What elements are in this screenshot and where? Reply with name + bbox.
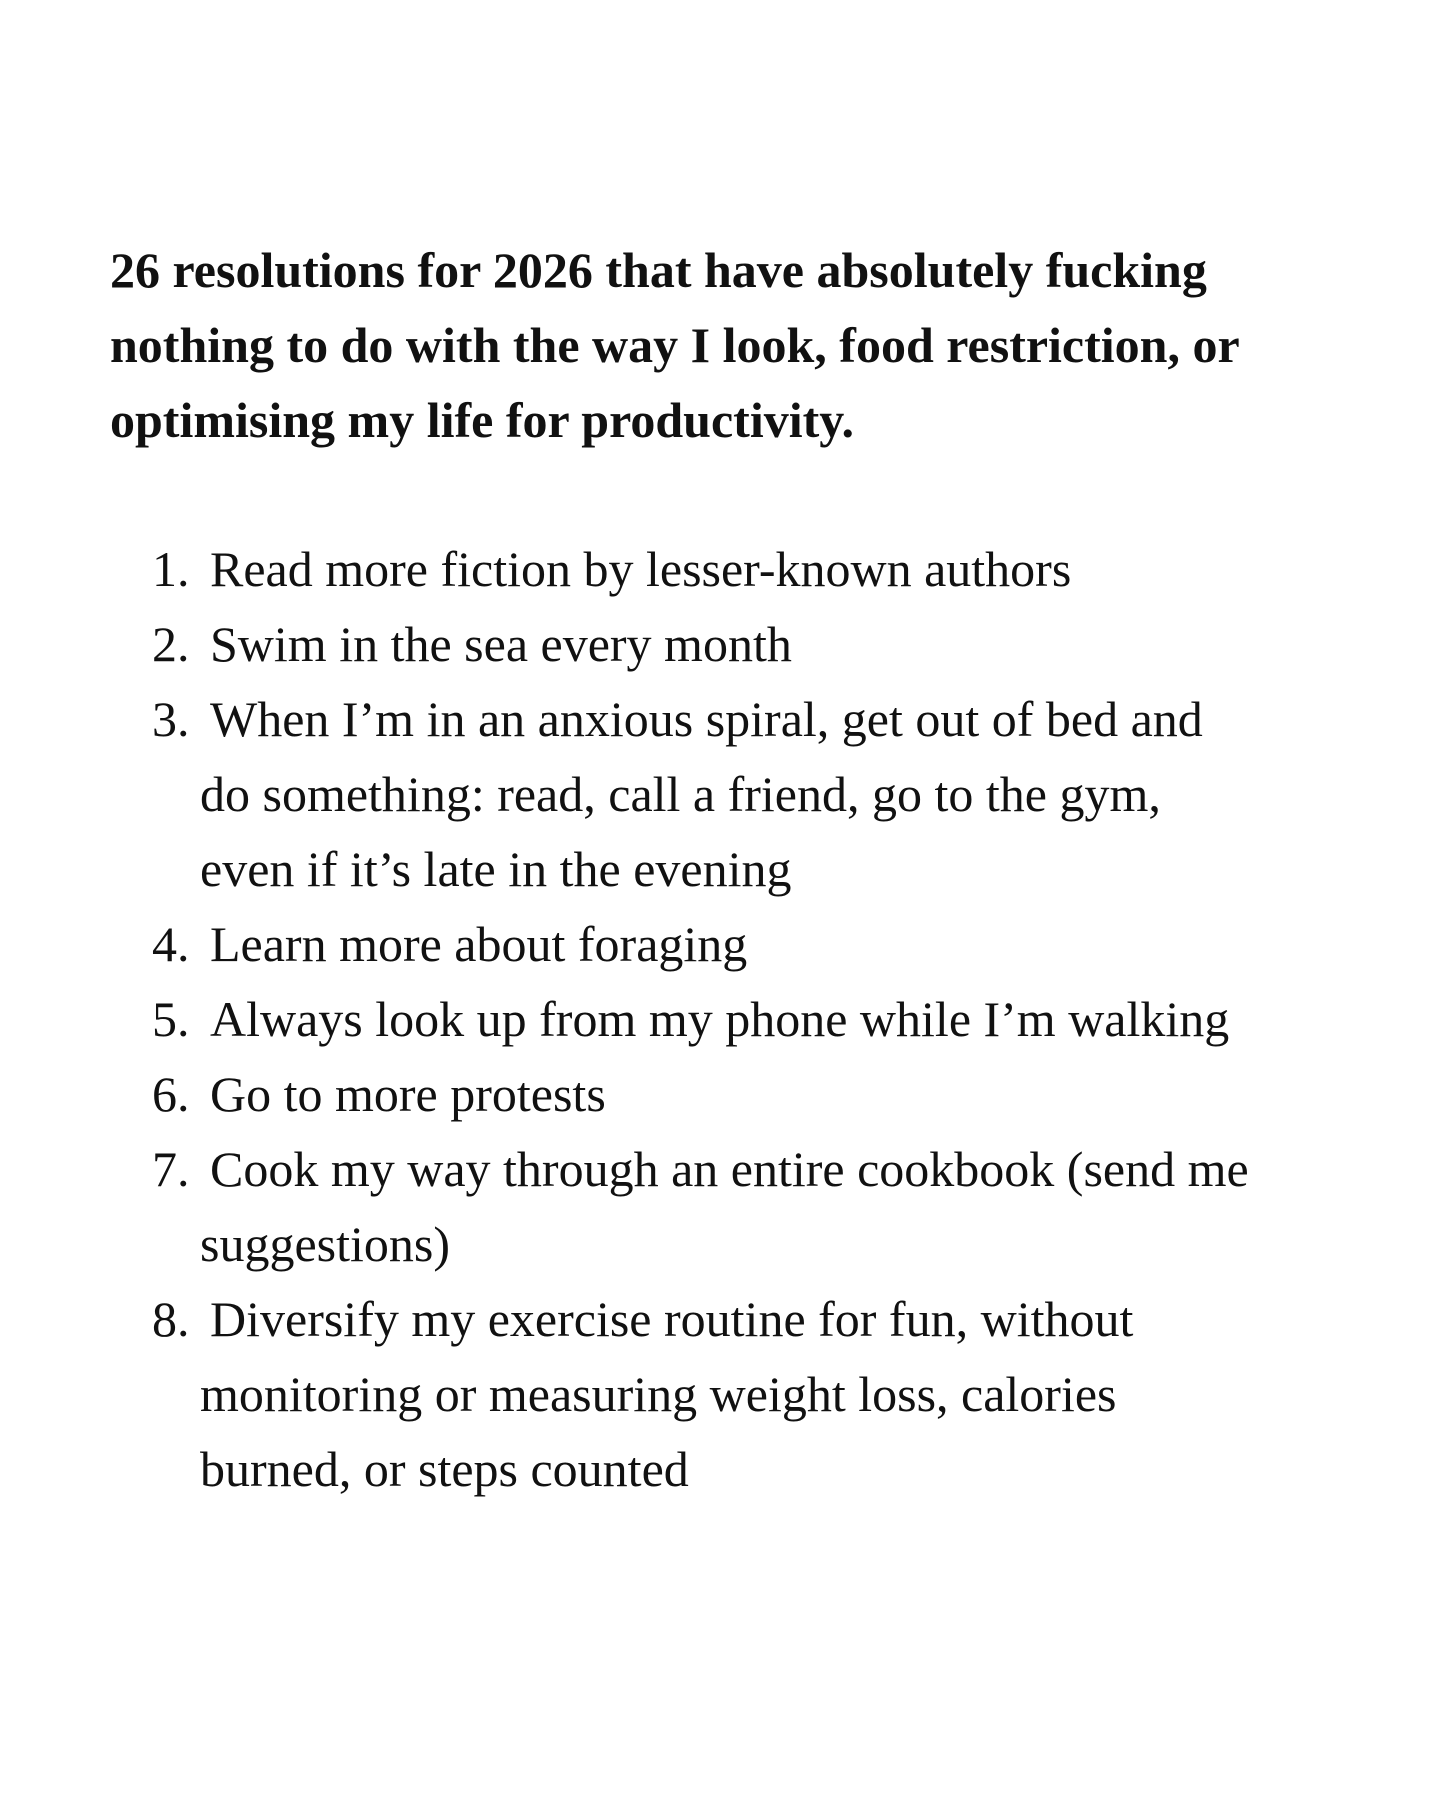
resolution-item — [152, 1282, 1402, 1507]
resolution-continued-line: burned, or steps counted — [200, 1441, 689, 1497]
resolution-continued-line: suggestions) — [200, 1216, 450, 1272]
resolution-line — [152, 1282, 1402, 1357]
resolution-item — [152, 607, 1402, 682]
resolution-line — [152, 982, 1402, 1057]
resolution-continued-line: monitoring or measuring weight loss, calories — [200, 1366, 1117, 1422]
resolution-number: 3. — [152, 691, 190, 747]
resolution-item — [152, 1132, 1402, 1282]
title-line: optimising my life for productivity. — [110, 392, 854, 448]
title-line: 26 resolutions for 2026 that have absolutely fucking — [110, 242, 1207, 298]
resolution-item — [152, 982, 1402, 1057]
resolution-text: Learn more about foraging — [210, 916, 748, 972]
title-line: nothing to do with the way I look, food restriction, or — [110, 317, 1240, 373]
resolution-text: Read more fiction by lesser-known authors — [210, 541, 1072, 597]
resolution-text: Go to more protests — [210, 1066, 606, 1122]
resolution-line — [152, 607, 1402, 682]
resolution-continued-line: even if it’s late in the evening — [200, 841, 792, 897]
document-title — [110, 233, 1340, 458]
resolution-list — [152, 532, 1402, 1507]
resolution-item — [152, 1057, 1402, 1132]
resolution-number: 4. — [152, 916, 190, 972]
resolution-line — [152, 1057, 1402, 1132]
resolution-number: 8. — [152, 1291, 190, 1347]
resolution-text: Swim in the sea every month — [210, 616, 792, 672]
resolution-text: When I’m in an anxious spiral, get out of bed and — [210, 691, 1203, 747]
resolution-item — [152, 682, 1402, 907]
resolution-number: 2. — [152, 616, 190, 672]
resolution-number: 5. — [152, 991, 190, 1047]
resolution-text: Diversify my exercise routine for fun, without — [210, 1291, 1134, 1347]
resolution-continued-line: do something: read, call a friend, go to the gym, — [200, 766, 1161, 822]
resolution-number: 6. — [152, 1066, 190, 1122]
resolution-line — [152, 682, 1402, 757]
resolution-line — [152, 532, 1402, 607]
resolution-number: 1. — [152, 541, 190, 597]
resolution-text: Cook my way through an entire cookbook (send me — [210, 1141, 1249, 1197]
resolution-item — [152, 907, 1402, 982]
resolution-text: Always look up from my phone while I’m walking — [210, 991, 1230, 1047]
resolution-item — [152, 532, 1402, 607]
resolution-line — [152, 1132, 1402, 1207]
resolution-number: 7. — [152, 1141, 190, 1197]
resolution-line — [152, 907, 1402, 982]
